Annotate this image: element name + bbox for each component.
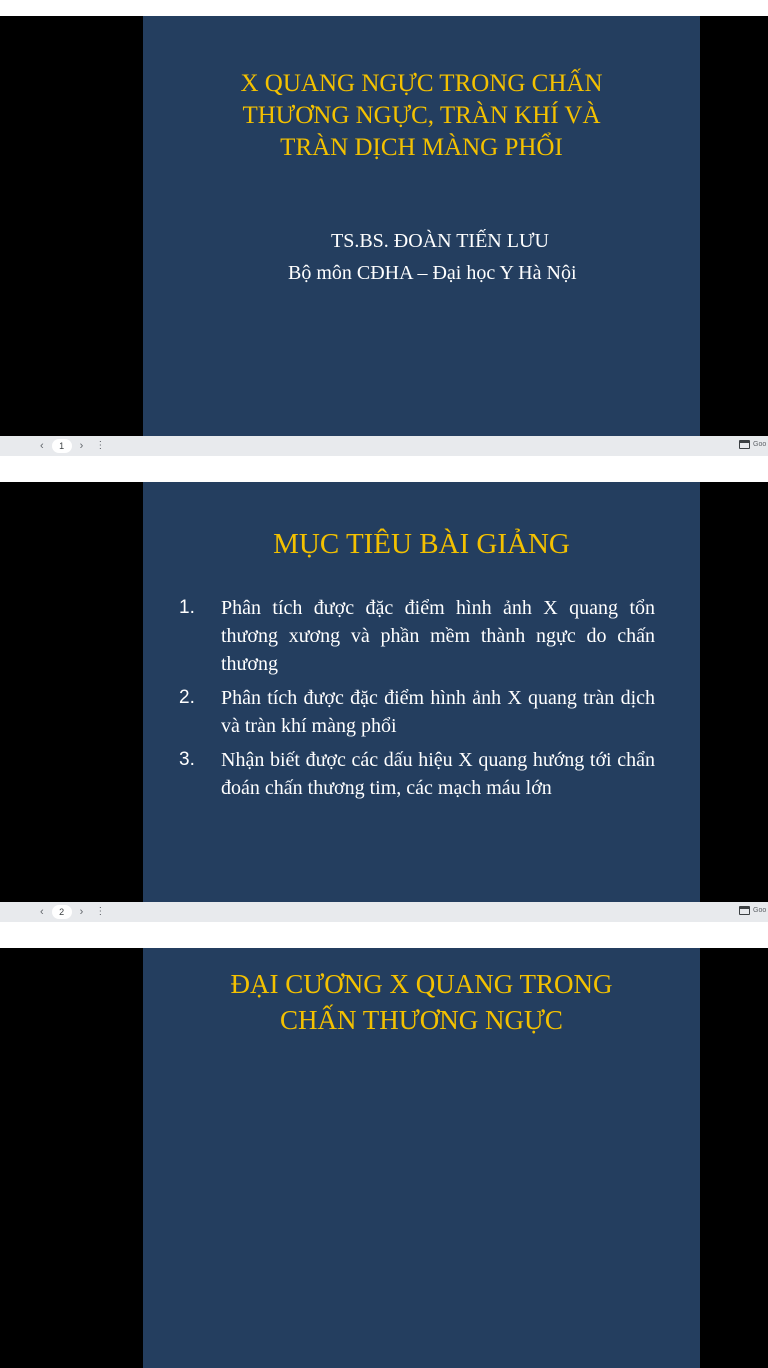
item-number: 3. (179, 749, 195, 770)
slide-viewer-2 (0, 482, 768, 922)
objectives-list (179, 594, 655, 808)
slide-frame (0, 16, 768, 436)
chevron-right-icon[interactable]: › (79, 906, 84, 918)
viewer-toolbar (0, 436, 768, 456)
title-line: TRÀN DỊCH MÀNG PHỔI (280, 134, 563, 161)
item-text: Phân tích được đặc điểm hình ảnh X quang tổn thương xương và phần mềm thành ngực do chấn thương (221, 597, 655, 675)
slide-viewer-3 (0, 948, 768, 1368)
item-text: Nhận biết được các dấu hiệu X quang hướng tới chẩn đoán chấn thương tim, các mạch máu lớn (221, 749, 655, 799)
slides-icon (739, 440, 750, 449)
page-number[interactable]: 1 (52, 439, 72, 453)
author-name: TS.BS. ĐOÀN TIẾN LƯU (331, 230, 549, 252)
slides-icon (739, 906, 750, 915)
item-number: 1. (179, 597, 195, 618)
slide-viewer-1 (0, 16, 768, 456)
slide-3 (143, 948, 700, 1368)
chevron-left-icon[interactable]: ‹ (40, 440, 44, 452)
slide-title (143, 948, 700, 1038)
more-vert-icon[interactable]: ⋮ (95, 440, 106, 451)
brand-link[interactable] (739, 440, 766, 449)
title-line: X QUANG NGỰC TRONG CHẤN (240, 70, 603, 97)
title-line: THƯƠNG NGỰC, TRÀN KHÍ VÀ (242, 102, 601, 129)
title-line: CHẤN THƯƠNG NGỰC (280, 1005, 563, 1035)
page-navigation (40, 439, 105, 453)
brand-link[interactable] (739, 906, 766, 915)
slide-1 (143, 16, 700, 436)
title-line: ĐẠI CƯƠNG X QUANG TRONG (230, 969, 613, 999)
page-number[interactable]: 2 (52, 905, 72, 919)
page-navigation (40, 905, 105, 919)
list-item (179, 594, 655, 678)
item-number: 2. (179, 687, 195, 708)
slide-frame (0, 948, 768, 1368)
chevron-left-icon[interactable]: ‹ (40, 906, 44, 918)
list-item (179, 684, 655, 740)
item-text: Phân tích được đặc điểm hình ảnh X quang tràn dịch và tràn khí màng phổi (221, 687, 655, 737)
more-vert-icon[interactable]: ⋮ (95, 906, 106, 917)
slide-title: MỤC TIÊU BÀI GIẢNG (273, 528, 570, 560)
slide-2 (143, 482, 700, 902)
viewer-toolbar (0, 902, 768, 922)
author-affiliation: Bộ môn CĐHA – Đại học Y Hà Nội (288, 262, 577, 284)
brand-label: Goo (753, 907, 767, 914)
list-item (179, 746, 655, 802)
brand-label: Goo (753, 441, 767, 448)
slide-frame (0, 482, 768, 902)
slide-title (143, 68, 700, 164)
chevron-right-icon[interactable]: › (79, 440, 84, 452)
